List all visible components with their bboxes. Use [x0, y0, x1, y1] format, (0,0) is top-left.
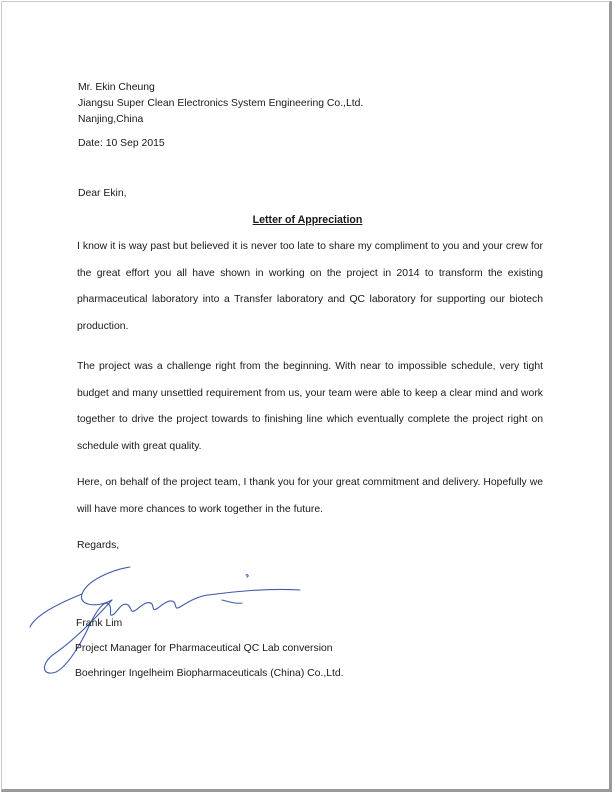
closing: Regards, [77, 540, 120, 551]
recipient-location: Nanjing,China [78, 114, 144, 125]
body-paragraph-3: Here, on behalf of the project team, I thank you for your great commitment and delivery. Hopefully we will have more chances to work together in the future. [77, 477, 543, 515]
signatory-role: Project Manager for Pharmaceutical QC Lab conversion [75, 643, 333, 654]
letter-date: Date: 10 Sep 2015 [78, 138, 165, 149]
letter-title: Letter of Appreciation [252, 214, 363, 226]
body-paragraph-1: I know it is way past but believed it is never too late to share my compliment to you and your crew for the great effort you all have shown in working on the project in 2014 to transform the existing pharmaceutical laboratory into a Transfer laboratory and QC laboratory for supporting our biotech production. [77, 241, 543, 332]
body-paragraph-2: The project was a challenge right from the beginning. With near to impossible schedule, very tight budget and many unsettled requirement from us, your team were able to keep a clear mind and work together to drive the project towards to finishing line which eventually complete the project right on schedule with great quality. [77, 361, 543, 452]
signatory-name: Frank Lim [76, 618, 123, 629]
signatory-company: Boehringer Ingelheim Biopharmaceuticals (China) Co.,Ltd. [75, 668, 344, 679]
letter-page [1, 1, 612, 792]
recipient-name: Mr. Ekin Cheung [78, 82, 155, 93]
recipient-company: Jiangsu Super Clean Electronics System Engineering Co.,Ltd. [78, 98, 364, 109]
salutation: Dear Ekin, [78, 188, 127, 199]
